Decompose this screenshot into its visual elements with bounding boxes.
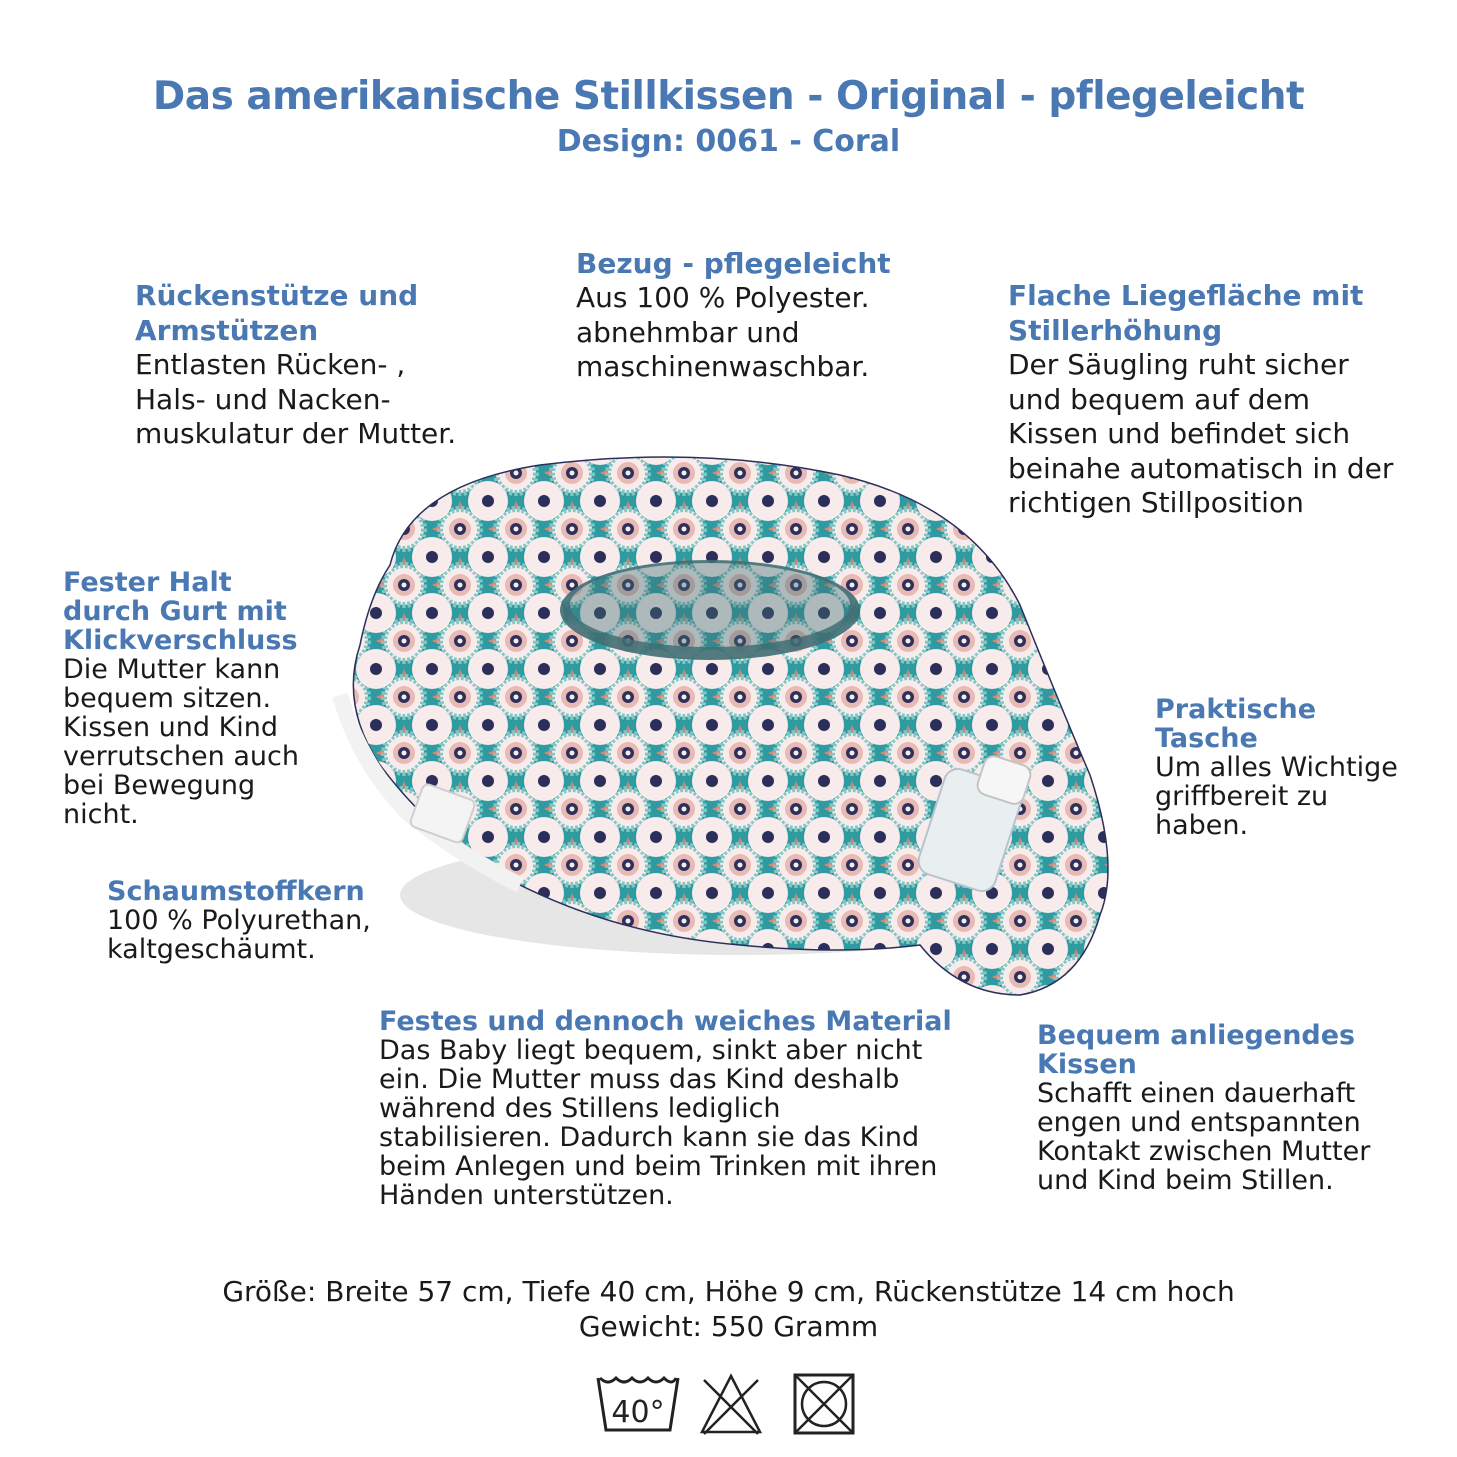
wash-temp-label: 40° <box>611 1395 665 1430</box>
feature-text: Schafft einen dauerhaft engen und entspannten Kontakt zwischen Mutter und Kind beim Stillen. <box>1037 1078 1371 1196</box>
feature-back-support <box>135 278 456 452</box>
feature-material <box>379 1007 952 1210</box>
feature-heading: Festes und dennoch weiches Material <box>379 1006 952 1037</box>
feature-heading: Praktische Tasche <box>1155 694 1317 754</box>
feature-heading: Flache Liegefläche mit Stillerhöhung <box>1008 279 1364 347</box>
feature-heading: Bezug - pflegeleicht <box>576 247 891 280</box>
feature-text: Aus 100 % Polyester. abnehmbar und maschinenwaschbar. <box>576 281 870 383</box>
feature-text: Der Säugling ruht sicher und bequem auf dem Kissen und befindet sich beinahe automatisch in der richtigen Stillposition <box>1008 348 1394 519</box>
nursing-pillow-image <box>320 445 1130 1015</box>
feature-flat-surface <box>1008 278 1393 521</box>
page-title: Das amerikanische Stillkissen - Original - pflegeleicht <box>152 74 1305 119</box>
feature-heading: Fester Halt durch Gurt mit Klickverschluss <box>63 567 298 656</box>
feature-text: Entlasten Rücken- , Hals- und Nacken- muskulatur der Mutter. <box>135 348 457 450</box>
feature-heading: Schaumstoffkern <box>107 876 365 907</box>
design-subtitle: Design: 0061 - Coral <box>556 124 901 159</box>
feature-belt <box>63 568 299 829</box>
feature-heading: Bequem anliegendes Kissen <box>1037 1020 1356 1080</box>
weight-info: Gewicht: 550 Gramm <box>578 1310 879 1343</box>
size-info: Größe: Breite 57 cm, Tiefe 40 cm, Höhe 9 cm, Rückenstütze 14 cm hoch <box>222 1275 1235 1308</box>
feature-heading: Rückenstütze und Armstützen <box>135 279 419 347</box>
feature-text: Das Baby liegt bequem, sinkt aber nicht ein. Die Mutter muss das Kind deshalb während des Stillens lediglich stabilisieren. Dadurch kann sie das Kind beim Anlegen und beim Trinken mit ihren Händen unterstützen. <box>379 1035 938 1211</box>
feature-cover <box>576 246 891 385</box>
feature-text: Um alles Wichtige griffbereit zu haben. <box>1155 752 1398 841</box>
wash-40-icon <box>596 1372 680 1436</box>
no-tumble-dry-icon <box>792 1372 856 1436</box>
no-bleach-icon <box>698 1372 764 1436</box>
feature-pocket <box>1155 695 1398 840</box>
feature-text: Die Mutter kann bequem sitzen. Kissen und Kind verrutschen auch bei Bewegung nicht. <box>63 654 299 830</box>
feature-text: 100 % Polyurethan, kaltgeschäumt. <box>107 905 371 965</box>
feature-fit <box>1037 1021 1370 1195</box>
feature-foam-core <box>107 877 371 964</box>
